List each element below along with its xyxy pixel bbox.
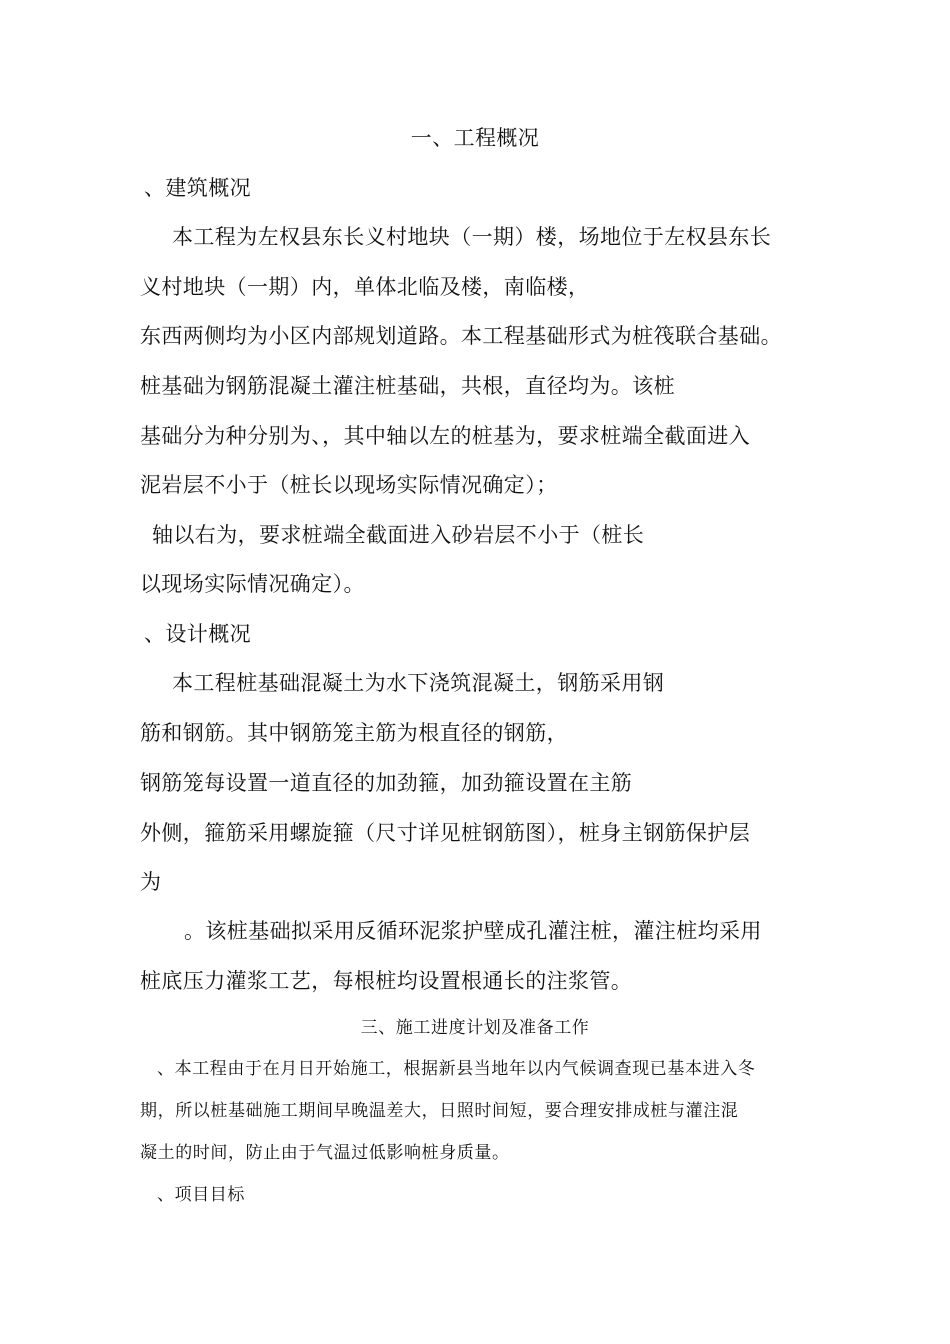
section-heading-1: 一、工程概况 [410, 126, 540, 150]
paragraph-line: 凝土的时间，防止由于气温过低影响桩身质量。 [140, 1143, 510, 1163]
paragraph-line: 。该桩基础拟采用反循环泥浆护壁成孔灌注桩，灌注桩均采用 [184, 919, 762, 943]
subheading-goal: 、项目目标 [157, 1185, 245, 1205]
paragraph-line: 基础分为种分别为、，其中轴以左的桩基为，要求桩端全截面进入 [140, 424, 751, 448]
paragraph-line: 桩基础为钢筋混凝土灌注桩基础，共根，直径均为。该桩 [140, 374, 675, 398]
paragraph-line: 桩底压力灌浆工艺，每根桩均设置根通长的注浆管。 [140, 969, 633, 993]
paragraph-line: 义村地块（一期）内，单体北临及楼，南临楼， [140, 275, 590, 299]
paragraph-line: 、本工程由于在月日开始施工，根据新县当地年以内气候调查现已基本进入冬 [157, 1059, 756, 1079]
paragraph-line: 轴以右为，要求桩端全截面进入砂岩层不小于（桩长 [152, 523, 645, 547]
paragraph-line: 以现场实际情况确定）。 [140, 572, 365, 596]
paragraph-line: 本工程桩基础混凝土为水下浇筑混凝土，钢筋采用钢 [172, 671, 665, 695]
paragraph-line: 为 [140, 870, 162, 894]
paragraph-line: 筋和钢筋。其中钢筋笼主筋为根直径的钢筋， [140, 721, 568, 745]
subheading-building: 、建筑概况 [144, 176, 251, 200]
paragraph-line: 泥岩层不小于（桩长以现场实际情况确定）； [140, 473, 558, 497]
paragraph-line: 本工程为左权县东长义村地块（一期）楼，场地位于左权县东长 [172, 225, 772, 249]
paragraph-line: 外侧，箍筋采用螺旋箍（尺寸详见桩钢筋图），桩身主钢筋保护层 [140, 821, 751, 845]
paragraph-line: 期，所以桩基础施工期间早晚温差大，日照时间短，要合理安排成桩与灌注混 [140, 1101, 739, 1121]
paragraph-line: 东西两侧均为小区内部规划道路。本工程基础形式为桩筏联合基础。 [140, 324, 782, 348]
paragraph-line: 钢筋笼每设置一道直径的加劲箍，加劲箍设置在主筋 [140, 771, 633, 795]
section-heading-3: 三、施工进度计划及准备工作 [360, 1018, 590, 1038]
subheading-design: 、设计概况 [144, 622, 251, 646]
